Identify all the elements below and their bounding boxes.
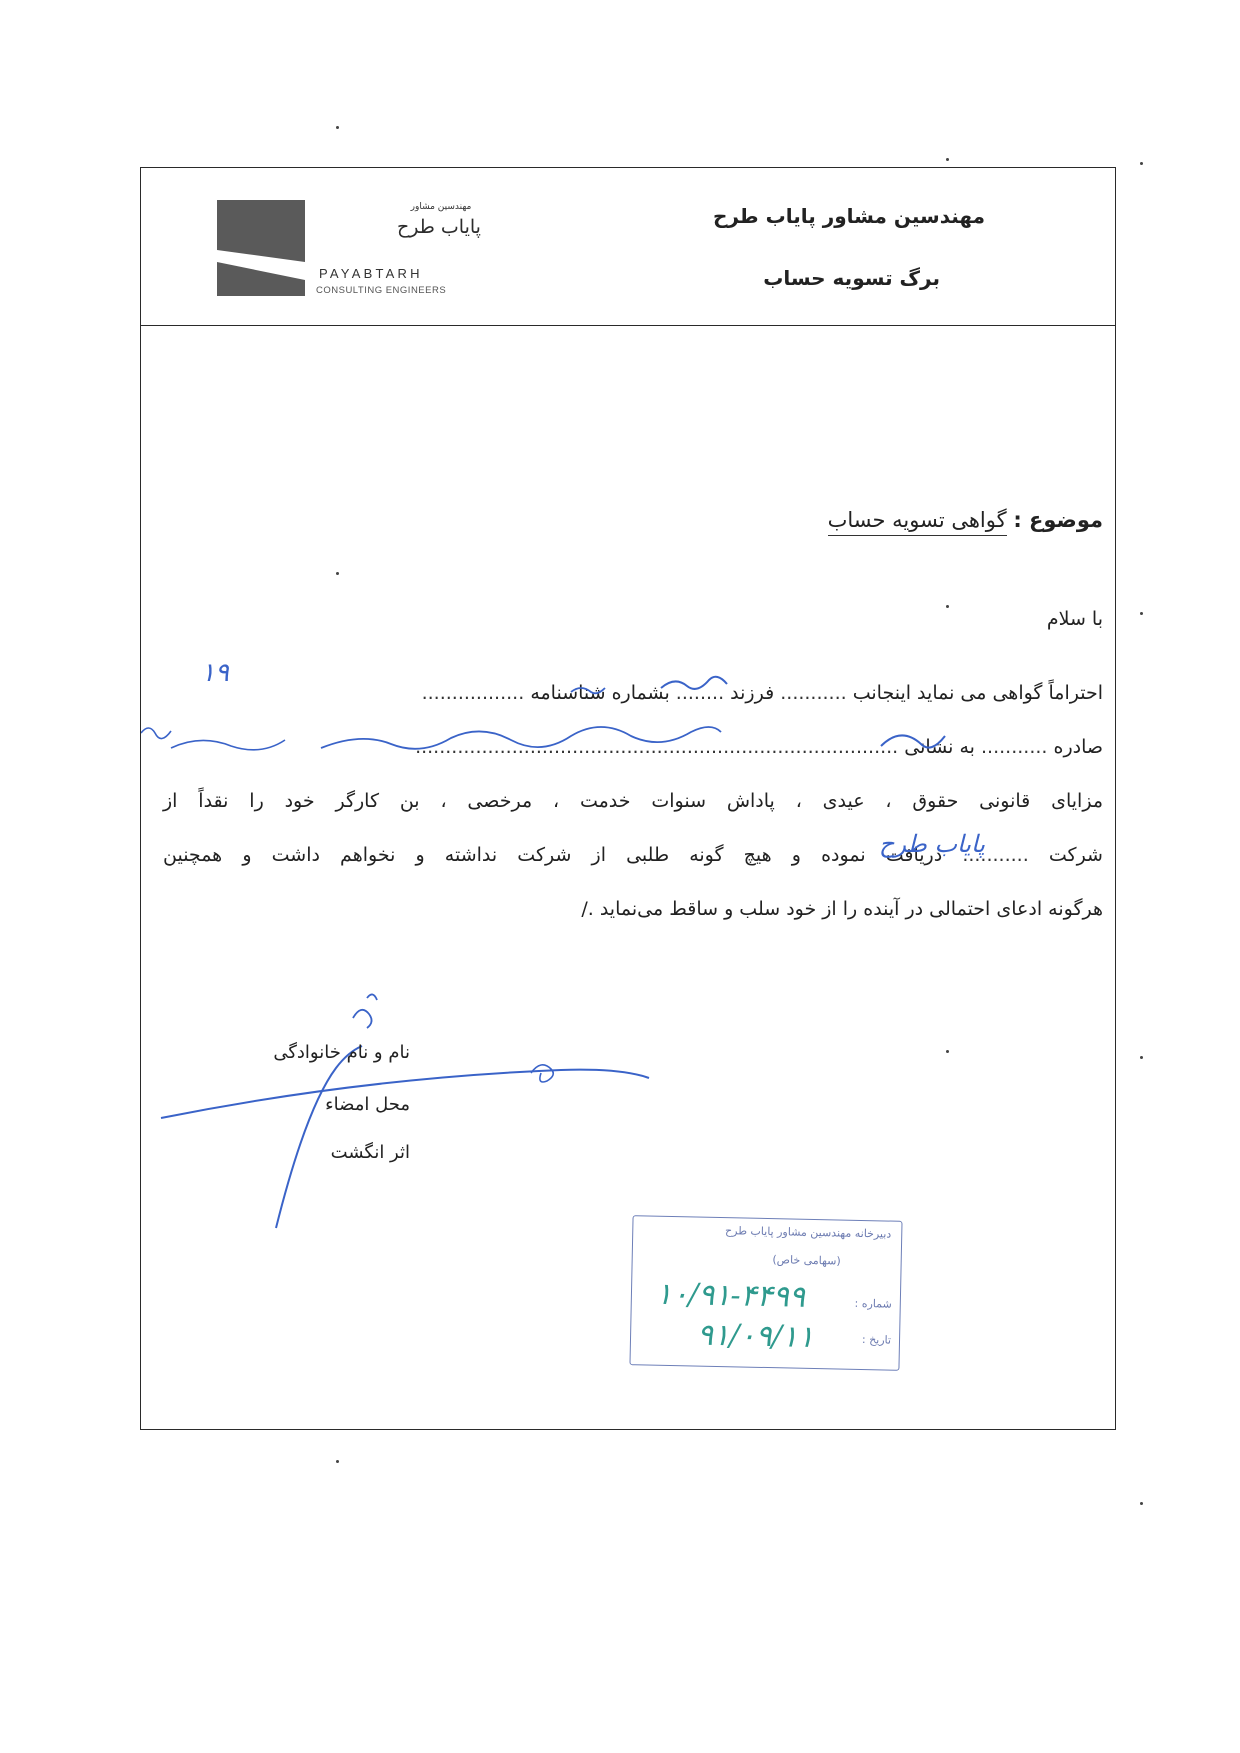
scan-speck	[1140, 1502, 1143, 1505]
subject-line	[828, 508, 1103, 532]
body-line-1-text-b: فرزند	[730, 682, 775, 704]
body-line-2-text-b: به نشانی	[904, 736, 975, 758]
handwritten-id-number: ۱۹	[201, 658, 229, 688]
scan-speck	[1140, 162, 1143, 165]
scan-speck	[1140, 1056, 1143, 1059]
scan-speck	[336, 126, 339, 129]
greeting: با سلام	[1046, 608, 1103, 630]
body-line-4-text-b: دریافت نموده و هیچ گونه طلبی از شرکت نداشته و نخواهم داشت و همچنین	[163, 844, 943, 866]
blank-dots: ................................................................................	[415, 736, 899, 758]
handwritten-company-name: پایاب طرح	[879, 830, 986, 858]
form-frame	[140, 167, 1116, 1430]
subject-label: موضوع :	[1013, 508, 1103, 532]
fingerprint-label: اثر انگشت	[330, 1142, 410, 1163]
logo-persian-name: پایاب طرح	[397, 216, 481, 238]
body-line-4-text-a: شرکت	[1048, 844, 1103, 866]
logo-english-subtitle: CONSULTING ENGINEERS	[316, 285, 447, 296]
stamp-letter-date: ۹۱/۰۹/۱۱	[696, 1317, 815, 1356]
body-line-1	[422, 682, 1103, 704]
body-line-1-text-a: احتراماً گواهی می نماید اینجانب	[852, 682, 1103, 704]
registry-stamp	[629, 1215, 902, 1371]
blank-dots: ...........	[962, 844, 1029, 866]
body-line-2	[415, 736, 1103, 758]
form-title: برگ تسویه حساب	[763, 266, 940, 290]
body-line-1-text-c: بشماره شناسنامه	[530, 682, 670, 704]
scan-speck	[1140, 612, 1143, 615]
logo-english-name: PAYABTARH	[319, 266, 423, 281]
company-title: مهندسین مشاور پایاب طرح	[712, 204, 985, 228]
form-header	[141, 168, 1115, 326]
blank-dots: ........	[675, 682, 725, 704]
signature-name-label: نام و نام خانوادگی	[273, 1042, 410, 1063]
stamp-registry-title: دبیرخانه مهندسین مشاور پایاب طرح	[724, 1224, 892, 1241]
body-line-2-text-a: صادره	[1053, 736, 1103, 758]
signature-place-label: محل امضاء	[325, 1094, 410, 1115]
stamp-date-label: تاریخ :	[861, 1333, 892, 1347]
blank-dots: ...........	[981, 736, 1048, 758]
scan-speck	[336, 1460, 339, 1463]
body-line-5: هرگونه ادعای احتمالی در آینده را از خود سلب و ساقط می‌نماید ./	[581, 898, 1103, 920]
logo-persian-subtitle: مهندسین مشاور	[410, 202, 472, 212]
company-logo-mark	[217, 200, 305, 296]
subject-value: گواهی تسویه حساب	[828, 508, 1007, 536]
stamp-letter-number: ۱۰/۹۱-۴۴۹۹	[655, 1276, 806, 1315]
stamp-company-type: (سهامی خاص)	[772, 1253, 841, 1268]
blank-dots: ...........	[780, 682, 847, 704]
scan-speck	[946, 158, 949, 161]
stamp-number-label: شماره :	[854, 1296, 892, 1311]
blank-dots: .................	[421, 682, 525, 704]
body-line-3: مزایای قانونی حقوق ، عیدی ، پاداش سنوات خدمت ، مرخصی ، بن کارگر خود را نقداً از	[163, 790, 1103, 812]
